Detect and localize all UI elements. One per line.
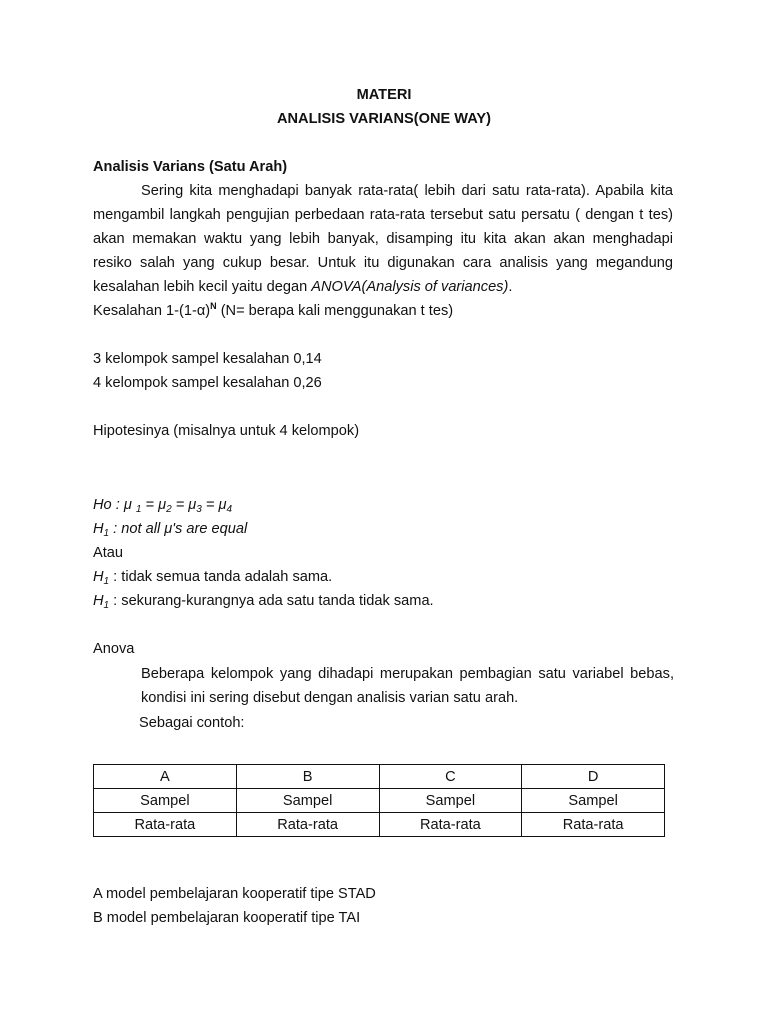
- document-title: MATERI: [356, 87, 412, 103]
- table-cell: Sampel: [236, 789, 379, 813]
- paragraph-line: mengambil langkah pengujian perbedaan rata-rata tersebut satu persatu ( dengan t tes): [93, 207, 673, 223]
- groups-table: [93, 764, 665, 837]
- paragraph-text: kesalahan lebih kecil yaitu degan: [93, 279, 312, 295]
- h0-subscript: 4: [226, 504, 233, 515]
- table-cell: Sampel: [94, 789, 237, 813]
- h1-text: : tidak semua tanda adalah sama.: [109, 569, 333, 585]
- table-cell: Rata-rata: [522, 813, 665, 837]
- document-subtitle: ANALISIS VARIANS(ONE WAY): [276, 111, 492, 127]
- h1-label: H: [93, 521, 104, 537]
- formula-text: Kesalahan 1-(1-α): [93, 303, 211, 319]
- paragraph-text: .: [508, 279, 513, 295]
- hypothesis-intro: Hipotesinya (misalnya untuk 4 kelompok): [93, 423, 360, 439]
- table-cell: Rata-rata: [236, 813, 379, 837]
- hypothesis-h1-en: [93, 520, 247, 538]
- h1-label: H: [93, 569, 104, 585]
- hypothesis-h1-id-b: [93, 592, 434, 610]
- h1-subscript: 1: [103, 528, 110, 539]
- h0-text: = μ: [201, 497, 227, 513]
- table-row: [94, 813, 665, 837]
- h1-subscript: 1: [103, 576, 110, 587]
- model-line: B model pembelajaran kooperatif tipe TAI: [93, 910, 361, 926]
- paragraph-line: Sering kita menghadapi banyak rata-rata( lebih dari satu rata-rata). Apabila kita: [141, 183, 673, 199]
- anova-paragraph-line: kondisi ini sering disebut dengan analisis varian satu arah.: [141, 690, 519, 706]
- table-cell: Rata-rata: [379, 813, 522, 837]
- h1-text: : sekurang-kurangnya ada satu tanda tidak sama.: [109, 593, 434, 609]
- anova-term: ANOVA(Analysis of variances): [311, 279, 509, 295]
- table-header-row: [94, 765, 665, 789]
- paragraph-line: akan memakan waktu yang lebih banyak, disamping itu kita akan akan menghadapi: [93, 231, 673, 247]
- section-heading: Analisis Varians (Satu Arah): [93, 159, 288, 175]
- table-header-cell: D: [522, 765, 665, 789]
- formula-exponent: N: [210, 301, 217, 311]
- anova-heading: Anova: [93, 641, 135, 657]
- h1-text: : not all μ's are equal: [109, 521, 248, 537]
- example-label: Sebagai contoh:: [139, 715, 245, 731]
- h0-text: = μ: [171, 497, 197, 513]
- example-line: 3 kelompok sampel kesalahan 0,14: [93, 351, 322, 367]
- h1-subscript: 1: [103, 600, 110, 611]
- h0-text: = μ: [141, 497, 167, 513]
- table-header-cell: A: [94, 765, 237, 789]
- model-line: A model pembelajaran kooperatif tipe STAD: [93, 886, 376, 902]
- h0-label: Ho : μ: [93, 497, 136, 513]
- error-formula: [93, 302, 453, 320]
- hypothesis-h0: [93, 496, 232, 514]
- anova-paragraph-line: Beberapa kelompok yang dihadapi merupakan pembagian satu variabel bebas,: [141, 666, 674, 682]
- h0-subscript: 3: [196, 504, 202, 515]
- table-header-cell: B: [236, 765, 379, 789]
- table-row: [94, 789, 665, 813]
- example-line: 4 kelompok sampel kesalahan 0,26: [93, 375, 322, 391]
- formula-note: (N= berapa kali menggunakan t tes): [216, 303, 454, 319]
- table-cell: Sampel: [522, 789, 665, 813]
- table-cell: Sampel: [379, 789, 522, 813]
- h0-subscript: 2: [166, 504, 172, 515]
- paragraph-line: [93, 278, 512, 296]
- table-cell: Rata-rata: [94, 813, 237, 837]
- hypothesis-h1-id-a: [93, 568, 332, 586]
- h0-subscript: 1: [135, 504, 142, 515]
- or-text: Atau: [93, 545, 124, 561]
- table-header-cell: C: [379, 765, 522, 789]
- h1-label: H: [93, 593, 104, 609]
- paragraph-line: resiko salah yang cukup besar. Untuk itu digunakan cara analisis yang megandung: [93, 255, 673, 271]
